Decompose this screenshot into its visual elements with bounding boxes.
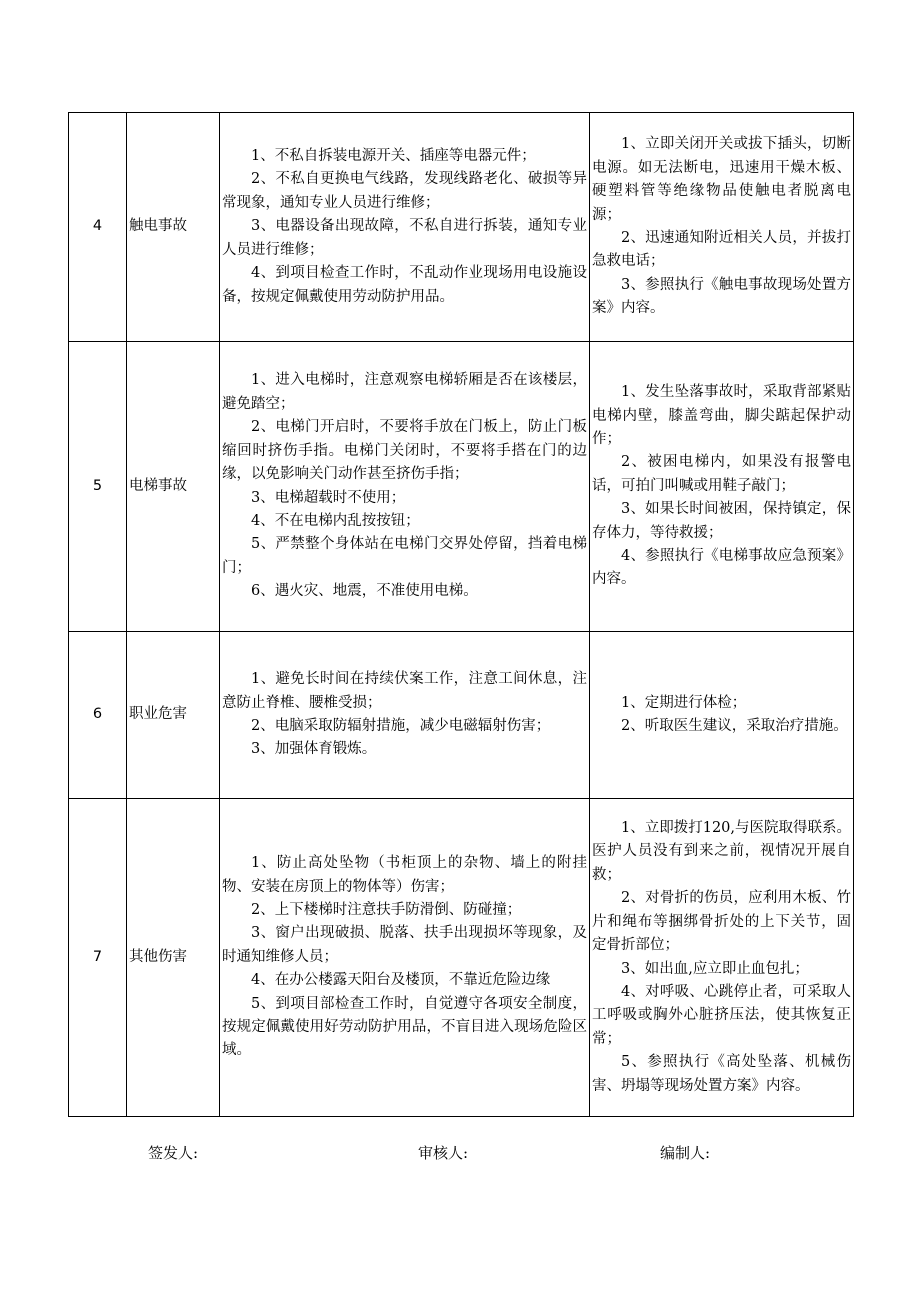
prevention-measures xyxy=(220,342,590,632)
response-item: 5、参照执行《高处坠落、机械伤害、坍塌等现场处置方案》内容。 xyxy=(592,1054,851,1094)
table-row xyxy=(69,632,854,799)
measure-item: 4、到项目检查工作时，不乱动作业现场用电设施设备，按规定佩戴使用劳动防护用品。 xyxy=(222,265,587,305)
reviewer-signature-label: 审核人: xyxy=(418,1144,469,1162)
measure-item: 5、到项目部检查工作时，自觉遵守各项安全制度，按规定佩戴使用好劳动防护用品，不盲目进入现场危险区域。 xyxy=(222,995,587,1059)
row-number: 7 xyxy=(69,799,127,1117)
measure-item: 4、不在电梯内乱按按钮； xyxy=(251,512,420,529)
measure-item: 1、避免长时间在持续伏案工作，注意工间休息，注意防止脊椎、腰椎受损； xyxy=(222,671,587,711)
table-row xyxy=(69,342,854,632)
emergency-response xyxy=(590,113,854,342)
measure-item: 2、不私自更换电气线路，发现线路老化、破损等异常现象，通知专业人员进行维修； xyxy=(222,171,587,211)
measure-item: 3、电器设备出现故障，不私自进行拆装，通知专业人员进行维修； xyxy=(222,218,587,258)
prevention-measures xyxy=(220,113,590,342)
measure-item: 2、电脑采取防辐射措施，减少电磁辐射伤害； xyxy=(251,718,551,734)
table-row xyxy=(69,113,854,342)
response-item: 4、对呼吸、心跳停止者，可采取人工呼吸或胸外心脏挤压法，使其恢复正常； xyxy=(592,983,851,1047)
response-item: 2、听取医生建议，采取治疗措施。 xyxy=(621,718,848,734)
row-number: 5 xyxy=(69,342,127,632)
hazard-name: 职业危害 xyxy=(127,632,220,799)
row-number: 4 xyxy=(69,113,127,342)
response-item: 1、立即关闭开关或拔下插头，切断电源。如无法断电，迅速用干燥木板、硬塑料管等绝缘物品使触电者脱离电源； xyxy=(592,136,851,223)
response-item: 1、定期进行体检； xyxy=(621,694,747,711)
response-item: 2、迅速通知附近相关人员，并拔打急救电话； xyxy=(592,230,851,270)
response-item: 2、对骨折的伤员，应利用木板、竹片和绳布等捆绑骨折处的上下关节，固定骨折部位； xyxy=(592,890,851,954)
table-row xyxy=(69,799,854,1117)
hazard-name: 电梯事故 xyxy=(127,342,220,632)
prevention-measures xyxy=(220,632,590,799)
emergency-response xyxy=(590,342,854,632)
hazard-table xyxy=(68,112,854,1117)
response-item: 1、立即拨打120,与医院取得联系。医护人员没有到来之前，视情况开展自救； xyxy=(592,820,852,883)
prevention-measures xyxy=(220,799,590,1117)
response-item: 3、参照执行《触电事故现场处置方案》内容。 xyxy=(592,276,851,317)
measure-item: 1、进入电梯时，注意观察电梯轿厢是否在该楼层，避免踏空； xyxy=(222,372,587,412)
measure-item: 2、电梯门开启时，不要将手放在门板上，防止门板缩回时挤伤手指。电梯门关闭时，不要将手搭在门的边缘，以免影响关门动作甚至挤伤手指； xyxy=(222,419,587,483)
emergency-response xyxy=(590,799,854,1117)
measure-item: 1、防止高处坠物（书柜顶上的杂物、墙上的附挂物、安装在房顶上的物体等）伤害； xyxy=(222,855,587,895)
response-item: 3、如出血,应立即止血包扎； xyxy=(621,960,809,977)
issuer-signature-label: 签发人: xyxy=(148,1144,199,1162)
measure-item: 1、不私自拆装电源开关、插座等电器元件； xyxy=(251,148,536,165)
hazard-name: 触电事故 xyxy=(127,113,220,342)
measure-item: 3、电梯超载时不使用； xyxy=(251,489,406,506)
measure-item: 4、在办公楼露天阳台及楼顶，不靠近危险边缘 xyxy=(251,972,551,989)
measure-item: 6、遇火灾、地震，不准使用电梯。 xyxy=(251,583,478,600)
editor-signature-label: 编制人: xyxy=(660,1144,711,1162)
measure-item: 2、上下楼梯时注意扶手防滑倒、防碰撞； xyxy=(251,901,522,918)
response-item: 4、参照执行《电梯事故应急预案》内容。 xyxy=(592,548,851,588)
measure-item: 3、加强体育锻炼。 xyxy=(251,741,377,758)
hazard-name: 其他伤害 xyxy=(127,799,220,1117)
measure-item: 5、严禁整个身体站在电梯门交界处停留，挡着电梯门； xyxy=(222,536,587,576)
emergency-response xyxy=(590,632,854,799)
response-item: 1、发生坠落事故时，采取背部紧贴电梯内壁，膝盖弯曲，脚尖踮起保护动作； xyxy=(592,384,851,447)
response-item: 3、如果长时间被困，保持镇定，保存体力，等待救援； xyxy=(592,501,851,541)
measure-item: 3、窗户出现破损、脱落、扶手出现损坏等现象，及时通知维修人员； xyxy=(222,925,587,965)
row-number: 6 xyxy=(69,632,127,799)
response-item: 2、被困电梯内，如果没有报警电话，可拍门叫喊或用鞋子敲门； xyxy=(592,454,851,494)
